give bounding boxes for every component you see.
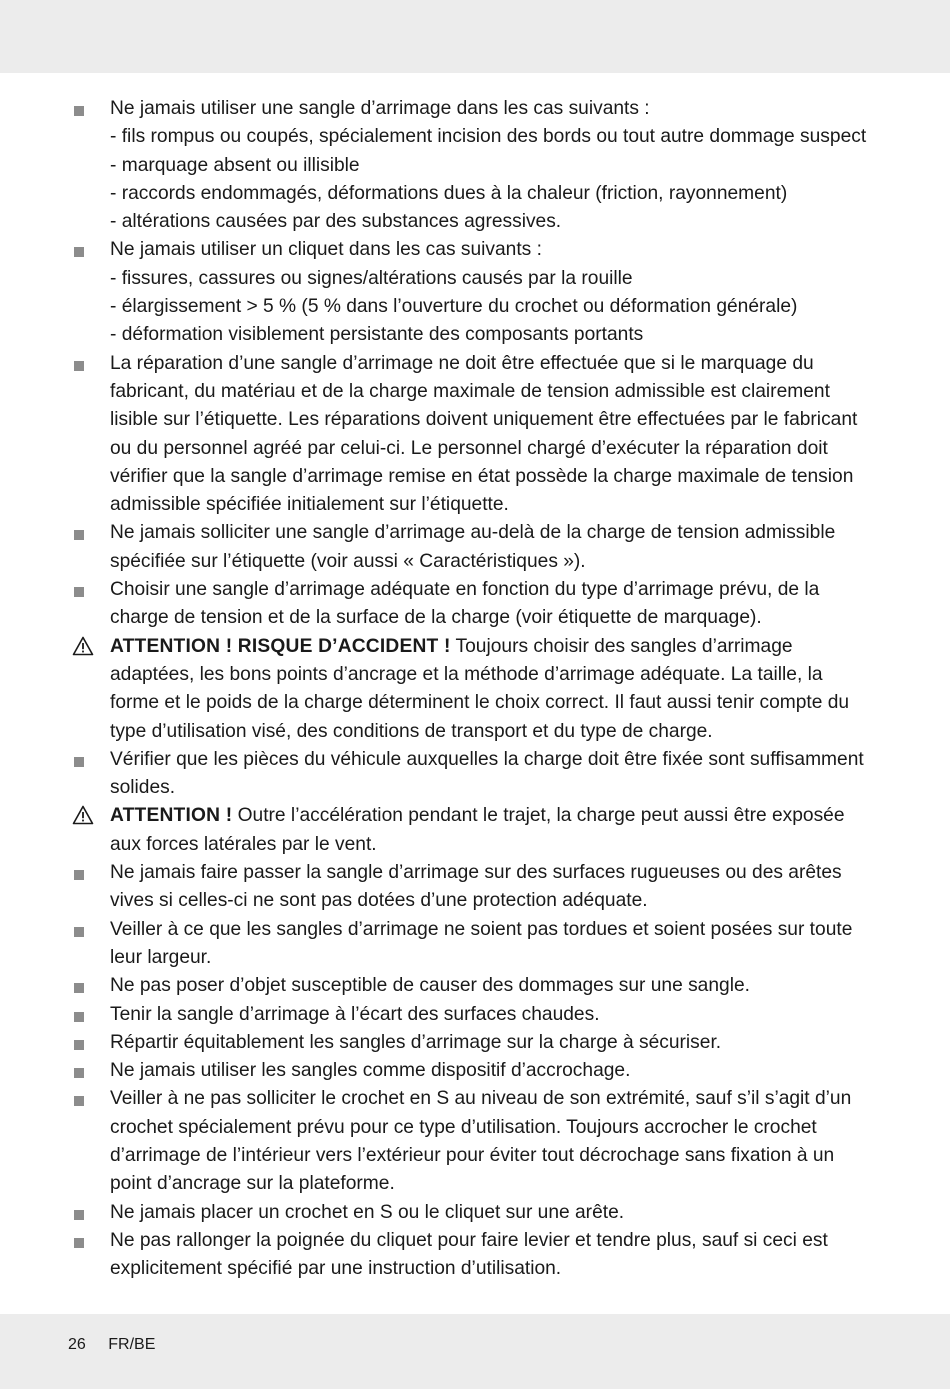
text-line: forme et le poids de la charge déterminent le choix correct. Il faut aussi tenir compte du xyxy=(110,692,850,714)
text-line: Ne jamais faire passer la sangle d’arrimage sur des surfaces rugueuses ou des arêtes xyxy=(110,862,842,884)
text-line: adaptées, les bons points d’ancrage et la méthode d’arrimage adéquate. La taille, la xyxy=(110,663,823,685)
bullet-square-icon xyxy=(72,746,92,774)
bullet-square-icon xyxy=(72,576,92,604)
text-line: - fils rompus ou coupés, spécialement incision des bords ou tout autre dommage suspect xyxy=(110,126,867,148)
list-item xyxy=(72,1001,884,1029)
text-line: solides. xyxy=(110,777,176,799)
text-line: - raccords endommagés, déformations dues à la chaleur (friction, rayonnement) xyxy=(110,182,788,204)
list-item xyxy=(72,1085,884,1198)
text-line: explicitement spécifié par une instruction d’utilisation. xyxy=(110,1258,562,1280)
text-line: - fissures, cassures ou signes/altérations causés par la rouille xyxy=(110,267,633,289)
bullet-square-icon xyxy=(72,916,92,944)
text-line: - élargissement > 5 % (5 % dans l’ouverture du crochet ou déformation générale) xyxy=(110,296,798,318)
text-line: - altérations causées par des substances agressives. xyxy=(110,211,562,233)
list-item xyxy=(72,972,884,1000)
list-item xyxy=(72,519,884,576)
list-item xyxy=(72,859,884,916)
text-line xyxy=(110,802,884,830)
list-item xyxy=(72,916,884,973)
list-item xyxy=(72,1029,884,1057)
list-item xyxy=(72,746,884,803)
warning-text: Outre l’accélération pendant le trajet, la charge peut aussi être exposée xyxy=(232,805,845,827)
text-line: point d’ancrage sur la plateforme. xyxy=(110,1173,395,1195)
list-item xyxy=(72,236,884,349)
text-line: spécifiée sur l’étiquette (voir aussi « Caractéristiques »). xyxy=(110,550,586,572)
text-line: Vérifier que les pièces du véhicule auxquelles la charge doit être fixée sont suffisamment xyxy=(110,748,864,770)
list-item xyxy=(72,1057,884,1085)
text-line: Ne pas poser d’objet susceptible de causer des dommages sur une sangle. xyxy=(110,975,750,997)
bullet-square-icon xyxy=(72,350,92,378)
text-line: Ne jamais placer un crochet en S ou le cliquet sur une arête. xyxy=(110,1201,625,1223)
warning-triangle-icon xyxy=(72,633,92,661)
safety-instructions-list xyxy=(72,95,884,1283)
page-footer xyxy=(68,1334,155,1356)
text-line: Répartir équitablement les sangles d’arrimage sur la charge à sécuriser. xyxy=(110,1031,722,1053)
list-item xyxy=(72,1199,884,1227)
text-line: Tenir la sangle d’arrimage à l’écart des surfaces chaudes. xyxy=(110,1003,600,1025)
bullet-square-icon xyxy=(72,1227,92,1255)
page-number: 26 xyxy=(68,1336,86,1353)
text-line: Ne pas rallonger la poignée du cliquet pour faire levier et tendre plus, sauf si ceci est xyxy=(110,1229,828,1251)
warning-item xyxy=(72,802,884,859)
text-line: leur largeur. xyxy=(110,946,212,968)
text-line: vives si celles-ci ne sont pas dotées d’une protection adéquate. xyxy=(110,890,648,912)
bullet-square-icon xyxy=(72,236,92,264)
header-band xyxy=(0,0,950,73)
text-line: d’arrimage de l’intérieur vers l’extérieur pour éviter tout décrochage sans fixation à un xyxy=(110,1144,835,1166)
bullet-square-icon xyxy=(72,1085,92,1113)
text-line: Ne jamais solliciter une sangle d’arrimage au-delà de la charge de tension admissible xyxy=(110,522,836,544)
text-line xyxy=(110,633,884,661)
text-line: Veiller à ne pas solliciter le crochet en S au niveau de son extrémité, sauf s’il s’agit d’un xyxy=(110,1088,852,1110)
list-item xyxy=(72,95,884,236)
bullet-square-icon xyxy=(72,972,92,1000)
text-line: lisible sur l’étiquette. Les réparations doivent uniquement être effectuées par le fabricant xyxy=(110,409,858,431)
text-line: crochet spécialement prévu pour ce type d’utilisation. Toujours accrocher le crochet xyxy=(110,1116,817,1138)
text-line: fabricant, du matériau et de la charge maximale de tension admissible est clairement xyxy=(110,380,830,402)
warning-heading: ATTENTION ! xyxy=(110,805,233,827)
text-line: - marquage absent ou illisible xyxy=(110,154,360,176)
bullet-square-icon xyxy=(72,859,92,887)
locale-label: FR/BE xyxy=(108,1336,156,1353)
bullet-square-icon xyxy=(72,1199,92,1227)
warning-heading: ATTENTION ! RISQUE D’ACCIDENT ! xyxy=(110,635,451,657)
list-item xyxy=(72,350,884,520)
bullet-square-icon xyxy=(72,1001,92,1029)
text-line: type d’utilisation visé, des conditions de transport et du type de charge. xyxy=(110,720,713,742)
bullet-square-icon xyxy=(72,519,92,547)
bullet-square-icon xyxy=(72,95,92,123)
text-line: vérifier que la sangle d’arrimage remise en état possède la charge maximale de tension xyxy=(110,465,854,487)
text-line: La réparation d’une sangle d’arrimage ne doit être effectuée que si le marquage du xyxy=(110,352,814,374)
text-line: Choisir une sangle d’arrimage adéquate en fonction du type d’arrimage prévu, de la xyxy=(110,579,820,601)
warning-item xyxy=(72,633,884,746)
text-line: Ne jamais utiliser une sangle d’arrimage dans les cas suivants : xyxy=(110,98,650,119)
bullet-square-icon xyxy=(72,1029,92,1057)
text-line: ou du personnel agréé par celui-ci. Le personnel chargé d’exécuter la réparation doit xyxy=(110,437,828,459)
text-line: Ne jamais utiliser un cliquet dans les cas suivants : xyxy=(110,239,542,261)
text-line: admissible spécifiée initialement sur l’étiquette. xyxy=(110,494,509,516)
text-line: Veiller à ce que les sangles d’arrimage ne soient pas tordues et soient posées sur toute xyxy=(110,918,853,940)
text-line: - déformation visiblement persistante des composants portants xyxy=(110,324,644,346)
warning-text: Toujours choisir des sangles d’arrimage xyxy=(450,635,793,657)
list-item xyxy=(72,1227,884,1284)
text-line: aux forces latérales par le vent. xyxy=(110,833,377,855)
list-item xyxy=(72,576,884,633)
warning-triangle-icon xyxy=(72,802,92,830)
text-line: Ne jamais utiliser les sangles comme dispositif d’accrochage. xyxy=(110,1060,631,1082)
bullet-square-icon xyxy=(72,1057,92,1085)
text-line: charge de tension et de la surface de la charge (voir étiquette de marquage). xyxy=(110,607,762,629)
